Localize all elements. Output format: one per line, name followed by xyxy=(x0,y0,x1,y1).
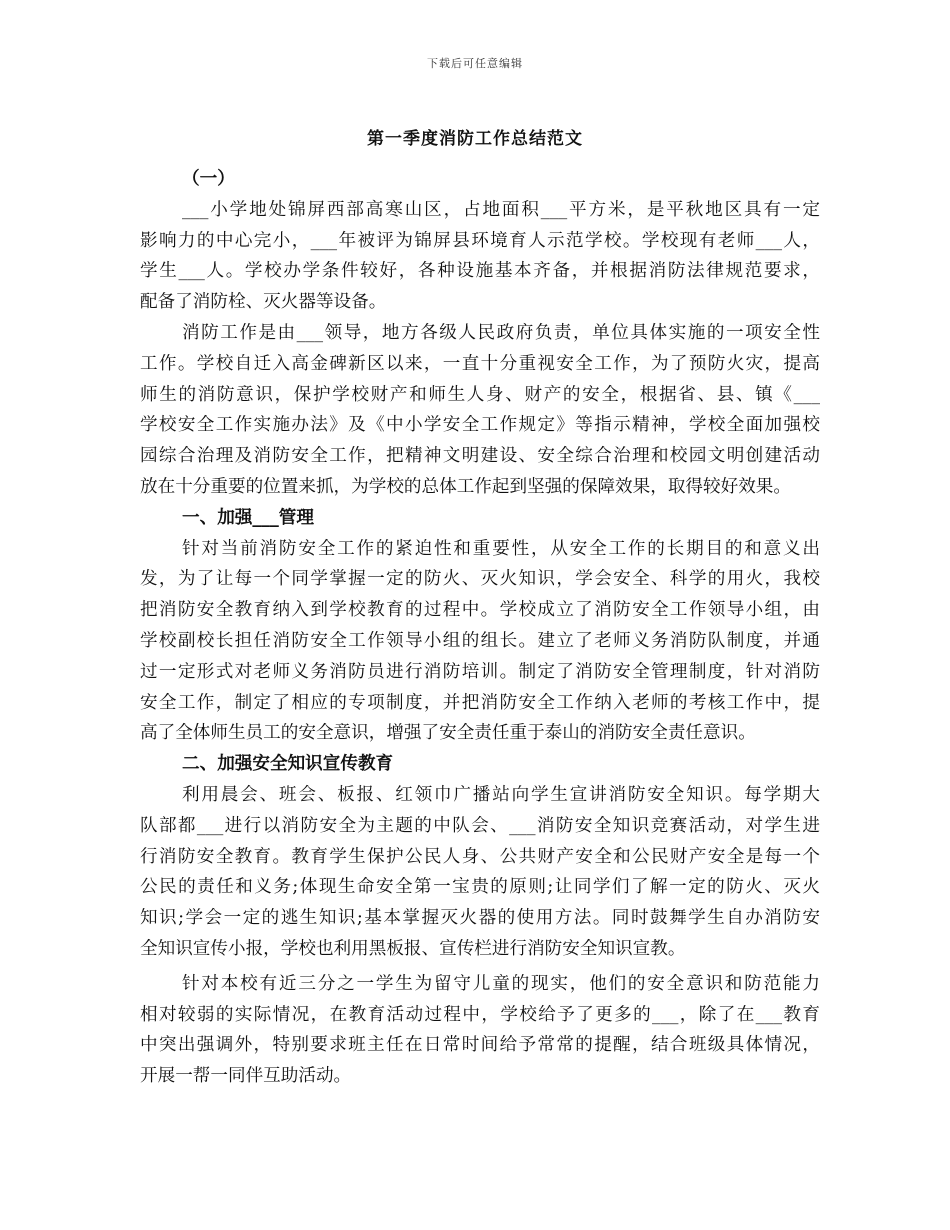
text-line: 队部都___进行以消防安全为主题的中队会、___消防安全知识竞赛活动，对学生进 xyxy=(140,815,820,836)
text-line: 配备了消防栓、灭火器等设备。 xyxy=(140,292,387,313)
document-title: 第一季度消防工作总结范文 xyxy=(367,129,583,149)
text-line: 学校安全工作实施办法》及《中小学安全工作规定》等指示精神，学校全面加强校 xyxy=(140,415,820,436)
paragraph xyxy=(140,534,820,750)
text-line: 利用晨会、班会、板报、红领巾广播站向学生宣讲消防安全知识。每学期大 xyxy=(182,784,820,805)
text-line: 中突出强调外，特别要求班主任在日常时间给予常常的提醒，结合班级具体情况， xyxy=(140,1035,820,1056)
text-line: 高了全体师生员工的安全意识，增强了安全责任重于泰山的消防安全责任意识。 xyxy=(140,723,756,744)
text-line: 把消防安全教育纳入到学校教育的过程中。学校成立了消防安全工作领导小组，由 xyxy=(140,600,820,621)
text-line: 工作。学校自迁入高金碑新区以来，一直十分重视安全工作，为了预防火灾，提高 xyxy=(140,353,820,374)
text-line: 行消防安全教育。教育学生保护公民人身、公共财产安全和公民财产安全是每一个 xyxy=(140,846,820,867)
text-line: 放在十分重要的位置来抓，为学校的总体工作起到坚强的保障效果，取得较好效果。 xyxy=(140,476,791,497)
text-line: ___小学地处锦屏西部高寒山区，占地面积___平方米，是平秋地区具有一定 xyxy=(182,199,820,220)
text-line: 针对当前消防安全工作的紧迫性和重要性，从安全工作的长期目的和意义出 xyxy=(182,538,820,559)
text-line: 全知识宣传小报，学校也利用黑板报、宣传栏进行消防安全知识宣教。 xyxy=(140,938,686,959)
text-line: 学生___人。学校办学条件较好，各种设施基本齐备，并根据消防法律规范要求， xyxy=(140,261,820,282)
document-body xyxy=(140,164,820,1092)
paragraph xyxy=(140,318,820,503)
section-heading xyxy=(140,749,820,780)
text-line: 过一定形式对老师义务消防员进行消防培训。制定了消防安全管理制度，针对消防 xyxy=(140,661,820,682)
heading-text: 一、加强___管理 xyxy=(182,506,314,528)
heading-text: 二、加强安全知识宣传教育 xyxy=(182,753,394,775)
text-line: 针对本校有近三分之一学生为留守儿童的现实，他们的安全意识和防范能力 xyxy=(182,973,820,994)
text-line: 消防工作是由___领导，地方各级人民政府负责，单位具体实施的一项安全性 xyxy=(182,322,820,343)
text-line: 相对较弱的实际情况，在教育活动过程中，学校给予了更多的___，除了在___教育 xyxy=(140,1004,820,1025)
text-line: 安全工作，制定了相应的专项制度，并把消防安全工作纳入老师的考核工作中，提 xyxy=(140,692,820,713)
paragraph xyxy=(140,780,820,965)
text-line: 学校副校长担任消防安全工作领导小组的组长。建立了老师义务消防队制度，并通 xyxy=(140,630,820,651)
text-line: 发，为了让每一个同学掌握一定的防火、灭火知识，学会安全、科学的用火，我校 xyxy=(140,569,820,590)
heading-text: （一） xyxy=(182,168,235,189)
text-line: 影响力的中心完小，___年被评为锦屏县环境育人示范学校。学校现有老师___人， xyxy=(140,230,820,251)
paragraph xyxy=(140,969,820,1092)
text-line: 师生的消防意识，保护学校财产和师生人身、财产的安全，根据省、县、镇《___ xyxy=(140,384,820,405)
paragraph xyxy=(140,195,820,318)
section-heading xyxy=(140,503,820,534)
section-heading xyxy=(140,164,820,195)
text-line: 园综合治理及消防安全工作，把精神文明建设、安全综合治理和校园文明创建活动 xyxy=(140,446,820,467)
text-line: 公民的责任和义务;体现生命安全第一宝贵的原则;让同学们了解一定的防火、灭火 xyxy=(140,877,820,898)
text-line: 开展一帮一同伴互助活动。 xyxy=(140,1066,352,1087)
text-line: 知识;学会一定的逃生知识;基本掌握灭火器的使用方法。同时鼓舞学生自办消防安 xyxy=(140,908,820,929)
page-header-note: 下载后可任意编辑 xyxy=(427,57,523,70)
